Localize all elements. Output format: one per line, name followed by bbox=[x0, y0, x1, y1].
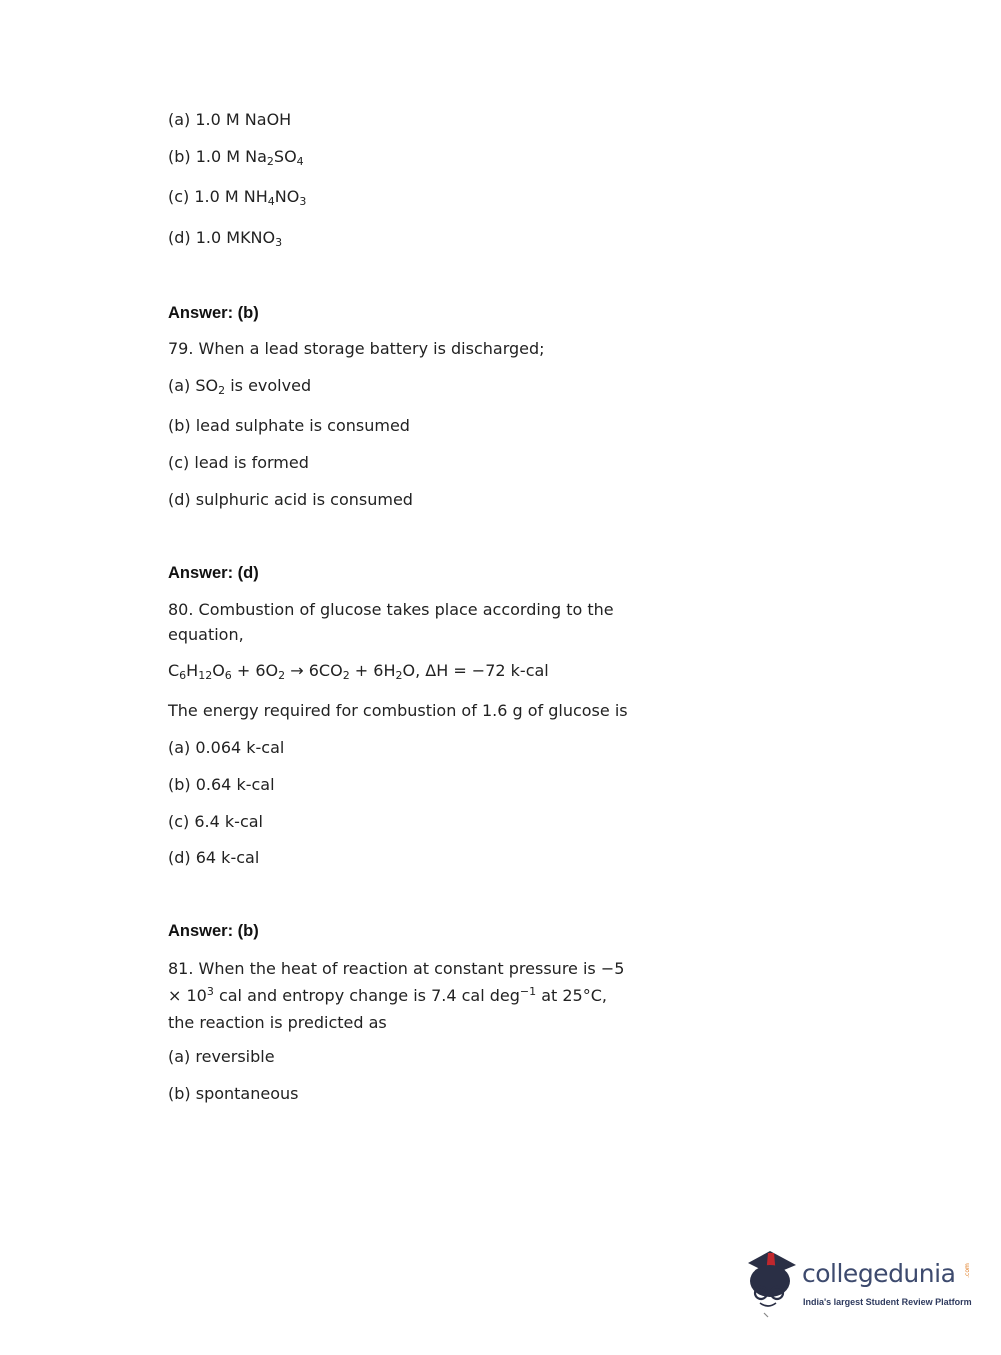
q81-question: 81. When the heat of reaction at constant pressure is $-5 \times 10^3$ cal and entropy change is 7.4 cal deg$^{-1}$ at 25°C, the reaction is predicted as bbox=[168, 959, 625, 1032]
logo-tagline: India's largest Student Review Platform bbox=[803, 1297, 972, 1307]
q81-option-b: (b) spontaneous bbox=[168, 1084, 299, 1103]
collegedunia-logo bbox=[740, 1245, 980, 1320]
q80-option-a: (a) 0.064 k-cal bbox=[168, 738, 285, 757]
q80-answer: Answer: (b) bbox=[168, 922, 259, 940]
q80-stem: The energy required for combustion of 1.6 g of glucose is bbox=[168, 701, 628, 720]
q79-option-d: (d) sulphuric acid is consumed bbox=[168, 490, 413, 509]
q81-option-a: (a) reversible bbox=[168, 1047, 275, 1066]
q78-answer: Answer: (b) bbox=[168, 304, 259, 322]
q80-equation: $C_6H_{12}O_6 + 6O_2 \to 6CO_2 + 6H_2O$, ΔH = −72 k-cal bbox=[168, 661, 549, 682]
logo-wordmark: collegedunia bbox=[802, 1259, 956, 1288]
q78-option-a: (a) 1.0 M NaOH bbox=[168, 110, 292, 129]
q79-option-b: (b) lead sulphate is consumed bbox=[168, 416, 410, 435]
q80-option-b: (b) 0.64 k-cal bbox=[168, 775, 275, 794]
q78-option-b: (b) 1.0 M $Na_2SO_4$ bbox=[168, 147, 304, 168]
logo-domain: .com bbox=[963, 1263, 971, 1278]
q79-answer: Answer: (d) bbox=[168, 564, 259, 582]
q80-option-c: (c) 6.4 k-cal bbox=[168, 812, 263, 831]
q79-question: 79. When a lead storage battery is discharged; bbox=[168, 339, 545, 358]
mascot-icon bbox=[740, 1245, 802, 1320]
q79-option-c: (c) lead is formed bbox=[168, 453, 309, 472]
q79-option-a: (a) $SO_2$ is evolved bbox=[168, 376, 312, 397]
q78-option-d: (d) 1.0 $MKNO_3$ bbox=[168, 228, 283, 249]
q78-option-c: (c) 1.0 M $NH_4NO_3$ bbox=[168, 187, 307, 208]
q80-option-d: (d) 64 k-cal bbox=[168, 848, 260, 867]
q80-question: 80. Combustion of glucose takes place according to the equation, bbox=[168, 600, 614, 644]
